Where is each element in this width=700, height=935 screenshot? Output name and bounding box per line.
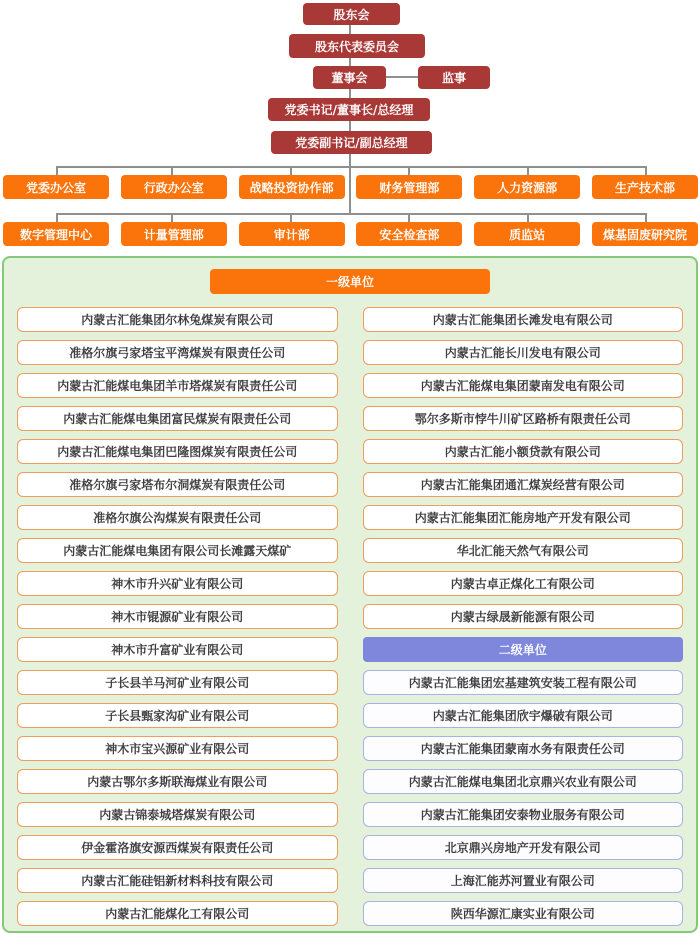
unit-box-second-level: 内蒙古汇能集团安泰物业服务有限公司 — [363, 802, 684, 827]
unit-box-first-level: 华北汇能天然气有限公司 — [363, 538, 684, 563]
department-box: 计量管理部 — [121, 222, 227, 246]
unit-box-first-level: 内蒙古汇能集团汇能房地产开发有限公司 — [363, 505, 684, 530]
departments-row-2 — [3, 222, 698, 246]
connector-line — [645, 213, 647, 222]
node-board-of-directors: 董事会 — [313, 66, 386, 89]
unit-box-first-level: 子长县羊马河矿业有限公司 — [17, 670, 338, 695]
unit-box-first-level: 内蒙古汇能小额贷款有限公司 — [363, 439, 684, 464]
unit-box-first-level: 内蒙古卓正煤化工有限公司 — [363, 571, 684, 596]
connector-line — [349, 89, 351, 98]
unit-box-second-level: 内蒙古汇能煤电集团北京鼎兴农业有限公司 — [363, 769, 684, 794]
unit-box-second-level: 北京鼎兴房地产开发有限公司 — [363, 835, 684, 860]
unit-box-first-level: 内蒙古汇能长川发电有限公司 — [363, 340, 684, 365]
department-box: 安全检查部 — [356, 222, 462, 246]
unit-box-first-level: 神木市宝兴源矿业有限公司 — [17, 736, 338, 761]
connector-line — [56, 213, 646, 215]
first-level-left-column — [17, 307, 338, 926]
unit-box-first-level: 内蒙古汇能煤化工有限公司 — [17, 901, 338, 926]
unit-box-first-level: 内蒙古锦泰城塔煤炭有限公司 — [17, 802, 338, 827]
unit-box-first-level: 内蒙古汇能煤电集团羊市塔煤炭有限责任公司 — [17, 373, 338, 398]
connector-line — [349, 121, 351, 131]
department-box: 生产技术部 — [592, 175, 698, 199]
node-party-secretary-chairman-gm: 党委书记/董事长/总经理 — [268, 98, 430, 121]
unit-box-first-level: 内蒙古汇能煤电集团有限公司长滩露天煤矿 — [17, 538, 338, 563]
unit-box-second-level: 内蒙古汇能集团蒙南水务有限责任公司 — [363, 736, 684, 761]
department-box: 财务管理部 — [356, 175, 462, 199]
unit-box-first-level: 内蒙古汇能煤电集团巴隆图煤炭有限责任公司 — [17, 439, 338, 464]
department-box: 党委办公室 — [3, 175, 109, 199]
department-box: 质监站 — [474, 222, 580, 246]
first-level-units-header: 一级单位 — [210, 269, 490, 294]
department-box: 人力资源部 — [474, 175, 580, 199]
unit-box-first-level: 准格尔旗弓家塔宝平湾煤炭有限责任公司 — [17, 340, 338, 365]
unit-box-first-level: 内蒙古汇能硅铝新材料科技有限公司 — [17, 868, 338, 893]
department-box: 数字管理中心 — [3, 222, 109, 246]
unit-box-first-level: 神木市升兴矿业有限公司 — [17, 571, 338, 596]
unit-box-first-level: 鄂尔多斯市悖牛川矿区路桥有限责任公司 — [363, 406, 684, 431]
right-column — [363, 307, 684, 926]
unit-box-first-level: 内蒙古绿晟新能源有限公司 — [363, 604, 684, 629]
unit-box-first-level: 伊金霍洛旗安源西煤炭有限责任公司 — [17, 835, 338, 860]
unit-box-first-level: 内蒙古鄂尔多斯联海煤业有限公司 — [17, 769, 338, 794]
node-deputy-secretary-deputy-gm: 党委副书记/副总经理 — [271, 131, 432, 154]
units-panel — [2, 256, 698, 933]
department-box: 战略投资协作部 — [239, 175, 345, 199]
unit-box-first-level: 神木市锟源矿业有限公司 — [17, 604, 338, 629]
unit-box-second-level: 上海汇能苏河置业有限公司 — [363, 868, 684, 893]
node-supervisor: 监事 — [418, 66, 490, 89]
unit-box-first-level: 内蒙古汇能集团通汇煤炭经营有限公司 — [363, 472, 684, 497]
connector-line — [171, 213, 173, 222]
second-level-units-header: 二级单位 — [363, 637, 684, 662]
unit-columns — [4, 307, 696, 926]
department-box: 煤基固废研究院 — [592, 222, 698, 246]
node-shareholders-meeting: 股东会 — [303, 3, 400, 25]
department-box: 审计部 — [239, 222, 345, 246]
unit-box-first-level: 准格尔旗弓家塔布尔洞煤炭有限责任公司 — [17, 472, 338, 497]
connector-line — [290, 166, 292, 175]
connector-line — [645, 166, 647, 175]
unit-box-first-level: 内蒙古汇能煤电集团蒙南发电有限公司 — [363, 373, 684, 398]
connector-line — [386, 76, 418, 78]
connector-line — [349, 58, 351, 66]
connector-line — [408, 166, 410, 175]
connector-line — [349, 25, 351, 34]
connector-line — [56, 166, 58, 175]
unit-box-first-level: 内蒙古汇能煤电集团富民煤炭有限责任公司 — [17, 406, 338, 431]
second-level-right-list — [363, 670, 684, 926]
unit-box-first-level: 内蒙古汇能集团尔林兔煤炭有限公司 — [17, 307, 338, 332]
connector-line — [290, 213, 292, 222]
connector-line — [171, 166, 173, 175]
connector-line — [527, 213, 529, 222]
connector-line — [408, 213, 410, 222]
departments-row-1 — [3, 175, 698, 199]
unit-box-second-level: 内蒙古汇能集团欣宇爆破有限公司 — [363, 703, 684, 728]
connector-line — [527, 166, 529, 175]
unit-box-first-level: 神木市升富矿业有限公司 — [17, 637, 338, 662]
unit-box-second-level: 陕西华源汇康实业有限公司 — [363, 901, 684, 926]
node-shareholder-rep-committee: 股东代表委员会 — [289, 34, 425, 58]
unit-box-first-level: 准格尔旗公沟煤炭有限责任公司 — [17, 505, 338, 530]
connector-line — [56, 166, 646, 168]
unit-box-first-level: 子长县甄家沟矿业有限公司 — [17, 703, 338, 728]
unit-box-second-level: 内蒙古汇能集团宏基建筑安装工程有限公司 — [363, 670, 684, 695]
first-level-right-list — [363, 307, 684, 629]
connector-line — [56, 213, 58, 222]
department-box: 行政办公室 — [121, 175, 227, 199]
unit-box-first-level: 内蒙古汇能集团长滩发电有限公司 — [363, 307, 684, 332]
